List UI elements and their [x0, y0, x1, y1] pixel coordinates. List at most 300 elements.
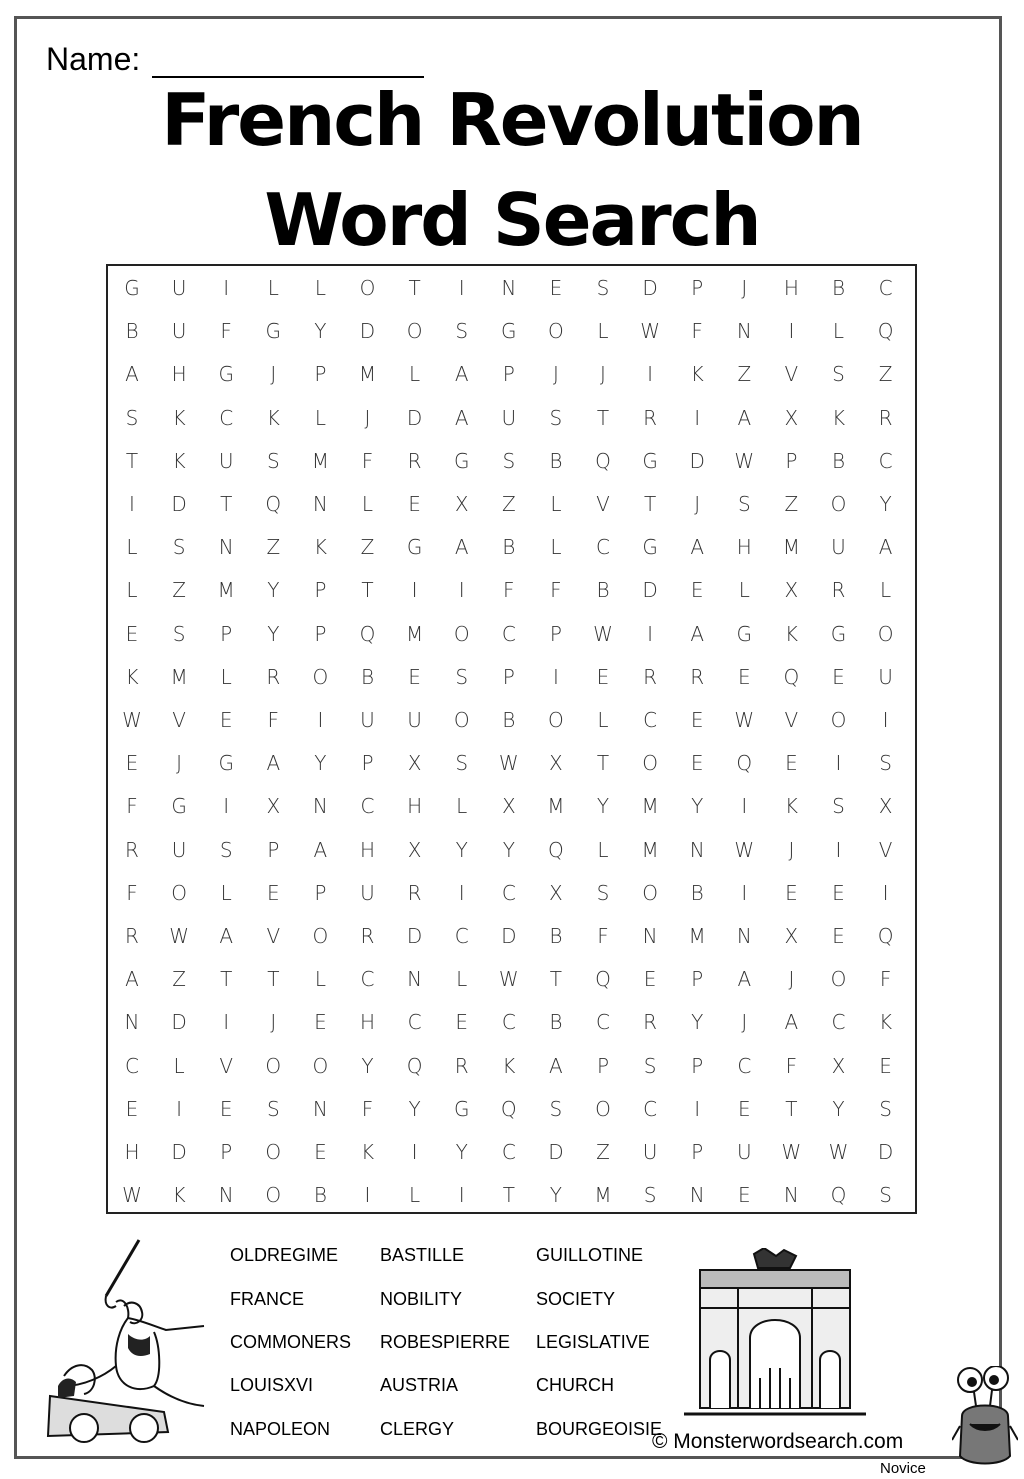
- grid-letter[interactable]: E: [832, 880, 845, 905]
- grid-letter[interactable]: A: [266, 751, 281, 776]
- grid-letter[interactable]: M: [641, 837, 659, 862]
- grid-letter[interactable]: Q: [359, 621, 376, 646]
- grid-letter[interactable]: K: [784, 794, 798, 819]
- grid-letter[interactable]: J: [552, 362, 559, 387]
- grid-letter[interactable]: E: [125, 751, 139, 776]
- grid-letter[interactable]: Y: [408, 1096, 421, 1121]
- grid-letter[interactable]: W: [734, 708, 755, 732]
- grid-letter[interactable]: I: [176, 1096, 183, 1121]
- grid-letter[interactable]: E: [219, 708, 233, 732]
- grid-letter[interactable]: K: [784, 621, 798, 646]
- grid-letter[interactable]: I: [882, 880, 889, 905]
- grid-letter[interactable]: T: [361, 578, 374, 603]
- grid-letter[interactable]: V: [878, 837, 893, 862]
- grid-letter[interactable]: F: [126, 880, 138, 905]
- grid-letter[interactable]: C: [831, 1010, 846, 1035]
- grid-letter[interactable]: C: [643, 708, 658, 732]
- grid-letter[interactable]: S: [737, 492, 751, 516]
- grid-letter[interactable]: I: [552, 664, 559, 689]
- grid-letter[interactable]: S: [549, 405, 563, 430]
- grid-letter[interactable]: V: [266, 924, 281, 948]
- grid-letter[interactable]: E: [549, 276, 563, 300]
- grid-letter[interactable]: S: [596, 276, 610, 300]
- grid-letter[interactable]: N: [407, 967, 423, 992]
- grid-letter[interactable]: H: [359, 837, 376, 862]
- grid-letter[interactable]: A: [878, 535, 893, 560]
- grid-letter[interactable]: I: [835, 751, 842, 776]
- grid-letter[interactable]: W: [169, 924, 189, 948]
- grid-letter[interactable]: N: [689, 1183, 705, 1208]
- grid-letter[interactable]: C: [501, 880, 516, 905]
- grid-letter[interactable]: Y: [455, 1140, 468, 1164]
- grid-letter[interactable]: M: [170, 664, 188, 689]
- grid-letter[interactable]: M: [217, 578, 235, 603]
- grid-letter[interactable]: W: [122, 708, 142, 732]
- grid-letter[interactable]: P: [691, 1140, 704, 1164]
- grid-letter[interactable]: E: [314, 1010, 327, 1035]
- grid-letter[interactable]: R: [643, 405, 658, 430]
- grid-letter[interactable]: Y: [832, 1096, 845, 1121]
- grid-letter[interactable]: W: [734, 837, 755, 862]
- grid-letter[interactable]: G: [218, 362, 234, 387]
- grid-letter[interactable]: P: [220, 1140, 233, 1164]
- grid-letter[interactable]: Z: [360, 535, 375, 560]
- grid-letter[interactable]: R: [407, 448, 422, 473]
- grid-letter[interactable]: I: [223, 794, 230, 819]
- grid-letter[interactable]: C: [737, 1053, 752, 1078]
- grid-letter[interactable]: L: [880, 578, 892, 603]
- grid-letter[interactable]: N: [736, 924, 752, 948]
- grid-letter[interactable]: W: [828, 1140, 849, 1164]
- grid-letter[interactable]: Y: [691, 794, 704, 819]
- grid-letter[interactable]: Q: [406, 1053, 423, 1078]
- grid-letter[interactable]: P: [691, 967, 704, 992]
- grid-letter[interactable]: G: [453, 1096, 470, 1121]
- grid-letter[interactable]: A: [737, 405, 752, 430]
- grid-letter[interactable]: Y: [314, 319, 327, 344]
- grid-letter[interactable]: C: [360, 967, 375, 992]
- grid-letter[interactable]: L: [220, 880, 232, 905]
- grid-letter[interactable]: L: [361, 492, 374, 516]
- grid-letter[interactable]: J: [364, 405, 371, 430]
- grid-letter[interactable]: S: [879, 1183, 892, 1208]
- grid-letter[interactable]: I: [694, 405, 701, 430]
- grid-letter[interactable]: K: [266, 405, 280, 430]
- grid-letter[interactable]: R: [643, 664, 658, 689]
- grid-letter[interactable]: A: [454, 535, 469, 560]
- grid-letter[interactable]: V: [784, 362, 799, 387]
- grid-letter[interactable]: T: [643, 492, 657, 516]
- grid-letter[interactable]: O: [642, 880, 658, 905]
- grid-letter[interactable]: B: [502, 708, 516, 732]
- grid-letter[interactable]: C: [596, 1010, 610, 1035]
- grid-letter[interactable]: P: [785, 448, 798, 473]
- grid-letter[interactable]: U: [878, 664, 893, 689]
- grid-letter[interactable]: O: [642, 751, 658, 776]
- grid-letter[interactable]: D: [171, 1140, 187, 1164]
- grid-letter[interactable]: Y: [267, 578, 280, 603]
- grid-letter[interactable]: C: [596, 535, 610, 560]
- grid-letter[interactable]: J: [270, 362, 277, 387]
- grid-letter[interactable]: H: [407, 794, 423, 819]
- grid-letter[interactable]: I: [223, 1010, 230, 1035]
- grid-letter[interactable]: N: [783, 1183, 799, 1208]
- grid-letter[interactable]: P: [549, 621, 562, 646]
- grid-letter[interactable]: E: [643, 967, 657, 992]
- grid-letter[interactable]: K: [879, 1010, 893, 1035]
- grid-letter[interactable]: J: [270, 1010, 277, 1035]
- grid-letter[interactable]: E: [690, 751, 704, 776]
- grid-letter[interactable]: Z: [596, 1140, 610, 1164]
- grid-letter[interactable]: F: [879, 967, 892, 992]
- grid-letter[interactable]: P: [502, 362, 515, 387]
- grid-letter[interactable]: U: [360, 880, 375, 905]
- grid-letter[interactable]: U: [831, 535, 846, 560]
- grid-letter[interactable]: Y: [455, 837, 468, 862]
- grid-letter[interactable]: P: [267, 837, 280, 862]
- grid-letter[interactable]: J: [741, 1010, 748, 1035]
- grid-letter[interactable]: B: [831, 276, 846, 300]
- grid-letter[interactable]: O: [830, 967, 847, 992]
- grid-letter[interactable]: F: [361, 448, 374, 473]
- grid-letter[interactable]: F: [361, 1096, 374, 1121]
- grid-letter[interactable]: F: [785, 1053, 798, 1078]
- grid-letter[interactable]: P: [691, 276, 704, 300]
- grid-letter[interactable]: U: [407, 708, 422, 732]
- grid-letter[interactable]: R: [125, 924, 139, 948]
- grid-letter[interactable]: B: [313, 1183, 327, 1208]
- grid-letter[interactable]: I: [223, 276, 230, 300]
- grid-letter[interactable]: O: [406, 319, 423, 344]
- grid-letter[interactable]: I: [741, 880, 748, 905]
- grid-letter[interactable]: I: [647, 362, 654, 387]
- grid-letter[interactable]: V: [596, 492, 610, 516]
- grid-letter[interactable]: V: [784, 708, 799, 732]
- grid-letter[interactable]: J: [788, 967, 795, 992]
- grid-letter[interactable]: M: [358, 362, 377, 387]
- grid-letter[interactable]: S: [266, 448, 280, 473]
- grid-letter[interactable]: S: [219, 837, 233, 862]
- grid-letter[interactable]: J: [788, 837, 795, 862]
- grid-letter[interactable]: M: [311, 448, 330, 473]
- grid-letter[interactable]: L: [550, 535, 562, 560]
- grid-letter[interactable]: W: [122, 1183, 142, 1208]
- grid-letter[interactable]: D: [501, 924, 517, 948]
- grid-letter[interactable]: O: [548, 708, 564, 732]
- grid-letter[interactable]: E: [219, 1096, 233, 1121]
- grid-letter[interactable]: A: [454, 362, 469, 387]
- grid-letter[interactable]: Q: [830, 1183, 847, 1208]
- grid-letter[interactable]: B: [596, 578, 610, 603]
- grid-letter[interactable]: E: [125, 1096, 139, 1121]
- grid-letter[interactable]: L: [597, 708, 609, 732]
- grid-letter[interactable]: P: [314, 880, 327, 905]
- grid-letter[interactable]: A: [690, 535, 705, 560]
- grid-letter[interactable]: S: [879, 1096, 892, 1121]
- grid-letter[interactable]: O: [265, 1053, 282, 1078]
- grid-letter[interactable]: Z: [501, 492, 516, 516]
- grid-letter[interactable]: O: [265, 1183, 282, 1208]
- grid-letter[interactable]: I: [788, 319, 795, 344]
- grid-letter[interactable]: R: [643, 1010, 658, 1035]
- grid-letter[interactable]: D: [171, 1010, 187, 1035]
- grid-letter[interactable]: M: [405, 621, 424, 646]
- grid-letter[interactable]: S: [172, 621, 186, 646]
- grid-letter[interactable]: S: [266, 1096, 280, 1121]
- grid-letter[interactable]: Q: [548, 837, 564, 862]
- grid-letter[interactable]: E: [879, 1053, 892, 1078]
- grid-letter[interactable]: O: [312, 664, 329, 689]
- grid-letter[interactable]: G: [642, 448, 658, 473]
- grid-letter[interactable]: A: [125, 967, 139, 992]
- grid-letter[interactable]: N: [501, 276, 517, 300]
- grid-letter[interactable]: G: [265, 319, 282, 344]
- grid-letter[interactable]: A: [737, 967, 752, 992]
- grid-letter[interactable]: L: [738, 578, 750, 603]
- grid-letter[interactable]: Z: [172, 967, 186, 992]
- grid-letter[interactable]: Z: [784, 492, 799, 516]
- grid-letter[interactable]: W: [498, 967, 519, 992]
- grid-letter[interactable]: B: [125, 319, 139, 344]
- grid-letter[interactable]: E: [266, 880, 280, 905]
- grid-letter[interactable]: Z: [172, 578, 186, 603]
- grid-letter[interactable]: J: [176, 751, 183, 776]
- grid-letter[interactable]: L: [126, 578, 138, 603]
- grid-letter[interactable]: A: [549, 1053, 563, 1078]
- grid-letter[interactable]: L: [456, 967, 468, 992]
- grid-letter[interactable]: S: [643, 1183, 657, 1208]
- grid-letter[interactable]: E: [737, 664, 751, 689]
- grid-letter[interactable]: L: [267, 276, 279, 300]
- grid-letter[interactable]: G: [830, 621, 847, 646]
- grid-letter[interactable]: Y: [549, 1183, 562, 1208]
- grid-letter[interactable]: S: [455, 751, 469, 776]
- grid-letter[interactable]: B: [549, 1010, 563, 1035]
- grid-letter[interactable]: E: [408, 492, 421, 516]
- grid-letter[interactable]: G: [453, 448, 470, 473]
- grid-letter[interactable]: U: [171, 837, 187, 862]
- grid-letter[interactable]: X: [549, 880, 563, 905]
- grid-letter[interactable]: C: [125, 1053, 139, 1078]
- grid-letter[interactable]: L: [314, 276, 326, 300]
- grid-letter[interactable]: Z: [737, 362, 752, 387]
- grid-letter[interactable]: I: [458, 276, 465, 300]
- grid-letter[interactable]: R: [454, 1053, 469, 1078]
- grid-letter[interactable]: X: [501, 794, 516, 819]
- grid-letter[interactable]: G: [736, 621, 753, 646]
- grid-letter[interactable]: E: [314, 1140, 327, 1164]
- grid-letter[interactable]: R: [831, 578, 846, 603]
- grid-letter[interactable]: P: [314, 578, 327, 603]
- grid-letter[interactable]: T: [220, 492, 233, 516]
- grid-letter[interactable]: P: [596, 1053, 610, 1078]
- grid-letter[interactable]: H: [359, 1010, 376, 1035]
- grid-letter[interactable]: R: [266, 664, 281, 689]
- grid-letter[interactable]: X: [407, 751, 422, 776]
- grid-letter[interactable]: T: [408, 276, 421, 300]
- grid-letter[interactable]: W: [781, 1140, 802, 1164]
- grid-letter[interactable]: X: [454, 492, 469, 516]
- grid-letter[interactable]: Y: [502, 837, 515, 862]
- grid-letter[interactable]: T: [125, 448, 139, 473]
- grid-letter[interactable]: X: [407, 837, 422, 862]
- grid-letter[interactable]: S: [643, 1053, 657, 1078]
- grid-letter[interactable]: C: [407, 1010, 422, 1035]
- grid-letter[interactable]: S: [549, 1096, 563, 1121]
- grid-letter[interactable]: K: [690, 362, 704, 387]
- grid-letter[interactable]: Y: [314, 751, 327, 776]
- grid-letter[interactable]: G: [642, 535, 658, 560]
- grid-letter[interactable]: K: [172, 448, 186, 473]
- grid-letter[interactable]: U: [360, 708, 375, 732]
- grid-letter[interactable]: O: [595, 1096, 611, 1121]
- grid-letter[interactable]: I: [835, 837, 842, 862]
- grid-letter[interactable]: E: [785, 751, 798, 776]
- grid-letter[interactable]: N: [312, 492, 328, 516]
- grid-letter[interactable]: C: [219, 405, 234, 430]
- grid-letter[interactable]: M: [641, 794, 659, 819]
- grid-letter[interactable]: G: [124, 276, 140, 300]
- grid-letter[interactable]: W: [498, 751, 519, 776]
- grid-letter[interactable]: S: [172, 535, 186, 560]
- grid-letter[interactable]: N: [218, 1183, 234, 1208]
- grid-letter[interactable]: I: [741, 794, 748, 819]
- grid-letter[interactable]: Y: [691, 1010, 704, 1035]
- grid-letter[interactable]: F: [220, 319, 232, 344]
- grid-letter[interactable]: R: [125, 837, 139, 862]
- grid-letter[interactable]: Q: [877, 319, 894, 344]
- grid-letter[interactable]: K: [125, 664, 139, 689]
- grid-letter[interactable]: M: [688, 924, 706, 948]
- grid-letter[interactable]: X: [549, 751, 563, 776]
- grid-letter[interactable]: P: [220, 621, 233, 646]
- grid-letter[interactable]: T: [596, 751, 610, 776]
- grid-letter[interactable]: S: [832, 362, 845, 387]
- grid-letter[interactable]: L: [597, 837, 609, 862]
- grid-letter[interactable]: U: [501, 405, 517, 430]
- grid-letter[interactable]: R: [407, 880, 422, 905]
- grid-letter[interactable]: S: [125, 405, 139, 430]
- grid-letter[interactable]: J: [741, 276, 748, 300]
- grid-letter[interactable]: H: [124, 1140, 140, 1164]
- grid-letter[interactable]: F: [503, 578, 515, 603]
- grid-letter[interactable]: O: [453, 708, 470, 732]
- grid-letter[interactable]: A: [690, 621, 705, 646]
- grid-letter[interactable]: S: [455, 664, 469, 689]
- grid-letter[interactable]: J: [600, 362, 606, 387]
- grid-letter[interactable]: O: [830, 708, 847, 732]
- grid-letter[interactable]: F: [691, 319, 703, 344]
- grid-letter[interactable]: L: [456, 794, 468, 819]
- grid-letter[interactable]: E: [125, 621, 139, 646]
- grid-letter[interactable]: I: [411, 1140, 418, 1164]
- grid-letter[interactable]: C: [501, 1140, 516, 1164]
- grid-letter[interactable]: D: [689, 448, 705, 473]
- grid-letter[interactable]: H: [783, 276, 799, 300]
- grid-letter[interactable]: M: [547, 794, 565, 819]
- grid-letter[interactable]: T: [220, 967, 233, 992]
- grid-letter[interactable]: I: [694, 1096, 701, 1121]
- grid-letter[interactable]: C: [501, 621, 516, 646]
- grid-letter[interactable]: H: [736, 535, 752, 560]
- grid-letter[interactable]: F: [550, 578, 562, 603]
- grid-letter[interactable]: L: [314, 405, 326, 430]
- grid-letter[interactable]: O: [548, 319, 564, 344]
- grid-letter[interactable]: I: [647, 621, 654, 646]
- grid-letter[interactable]: F: [267, 708, 280, 732]
- grid-letter[interactable]: T: [596, 405, 610, 430]
- grid-letter[interactable]: L: [220, 664, 232, 689]
- grid-letter[interactable]: D: [642, 578, 658, 603]
- grid-letter[interactable]: U: [642, 1140, 658, 1164]
- grid-letter[interactable]: X: [266, 794, 281, 819]
- grid-letter[interactable]: T: [267, 967, 280, 992]
- grid-letter[interactable]: Y: [267, 621, 280, 646]
- grid-letter[interactable]: U: [736, 1140, 752, 1164]
- grid-letter[interactable]: N: [736, 319, 752, 344]
- grid-letter[interactable]: Q: [265, 492, 282, 516]
- grid-letter[interactable]: N: [124, 1010, 140, 1035]
- grid-letter[interactable]: O: [312, 1053, 329, 1078]
- grid-letter[interactable]: A: [313, 837, 328, 862]
- grid-letter[interactable]: B: [360, 664, 375, 689]
- grid-letter[interactable]: W: [734, 448, 755, 473]
- grid-letter[interactable]: B: [690, 880, 704, 905]
- grid-letter[interactable]: G: [171, 794, 187, 819]
- grid-letter[interactable]: Z: [878, 362, 893, 387]
- grid-letter[interactable]: A: [454, 405, 469, 430]
- grid-letter[interactable]: M: [594, 1183, 612, 1208]
- grid-letter[interactable]: H: [171, 362, 187, 387]
- grid-letter[interactable]: I: [364, 1183, 371, 1208]
- grid-letter[interactable]: E: [690, 578, 704, 603]
- grid-letter[interactable]: I: [458, 578, 465, 603]
- grid-letter[interactable]: E: [455, 1010, 468, 1035]
- grid-letter[interactable]: L: [409, 1183, 421, 1208]
- grid-letter[interactable]: S: [455, 319, 469, 344]
- grid-letter[interactable]: Q: [595, 448, 611, 473]
- grid-letter[interactable]: X: [831, 1053, 846, 1078]
- grid-letter[interactable]: S: [596, 880, 610, 905]
- grid-letter[interactable]: B: [549, 924, 563, 948]
- grid-letter[interactable]: U: [171, 319, 187, 344]
- grid-letter[interactable]: X: [784, 924, 799, 948]
- grid-letter[interactable]: N: [642, 924, 658, 948]
- grid-letter[interactable]: D: [548, 1140, 564, 1164]
- grid-letter[interactable]: Q: [595, 967, 611, 992]
- grid-letter[interactable]: G: [406, 535, 423, 560]
- grid-letter[interactable]: L: [126, 535, 138, 560]
- grid-letter[interactable]: L: [409, 362, 421, 387]
- grid-letter[interactable]: A: [784, 1010, 799, 1035]
- grid-letter[interactable]: O: [359, 276, 376, 300]
- grid-letter[interactable]: I: [458, 880, 465, 905]
- grid-letter[interactable]: P: [314, 362, 327, 387]
- grid-letter[interactable]: N: [312, 794, 328, 819]
- grid-letter[interactable]: B: [549, 448, 563, 473]
- grid-letter[interactable]: L: [597, 319, 609, 344]
- grid-letter[interactable]: Y: [879, 492, 892, 516]
- name-field[interactable]: [152, 40, 424, 78]
- grid-letter[interactable]: B: [502, 535, 516, 560]
- grid-letter[interactable]: O: [453, 621, 470, 646]
- grid-letter[interactable]: N: [689, 837, 705, 862]
- grid-letter[interactable]: E: [832, 924, 845, 948]
- grid-letter[interactable]: G: [218, 751, 234, 776]
- grid-letter[interactable]: D: [171, 492, 187, 516]
- grid-letter[interactable]: V: [172, 708, 186, 732]
- grid-letter[interactable]: J: [694, 492, 701, 516]
